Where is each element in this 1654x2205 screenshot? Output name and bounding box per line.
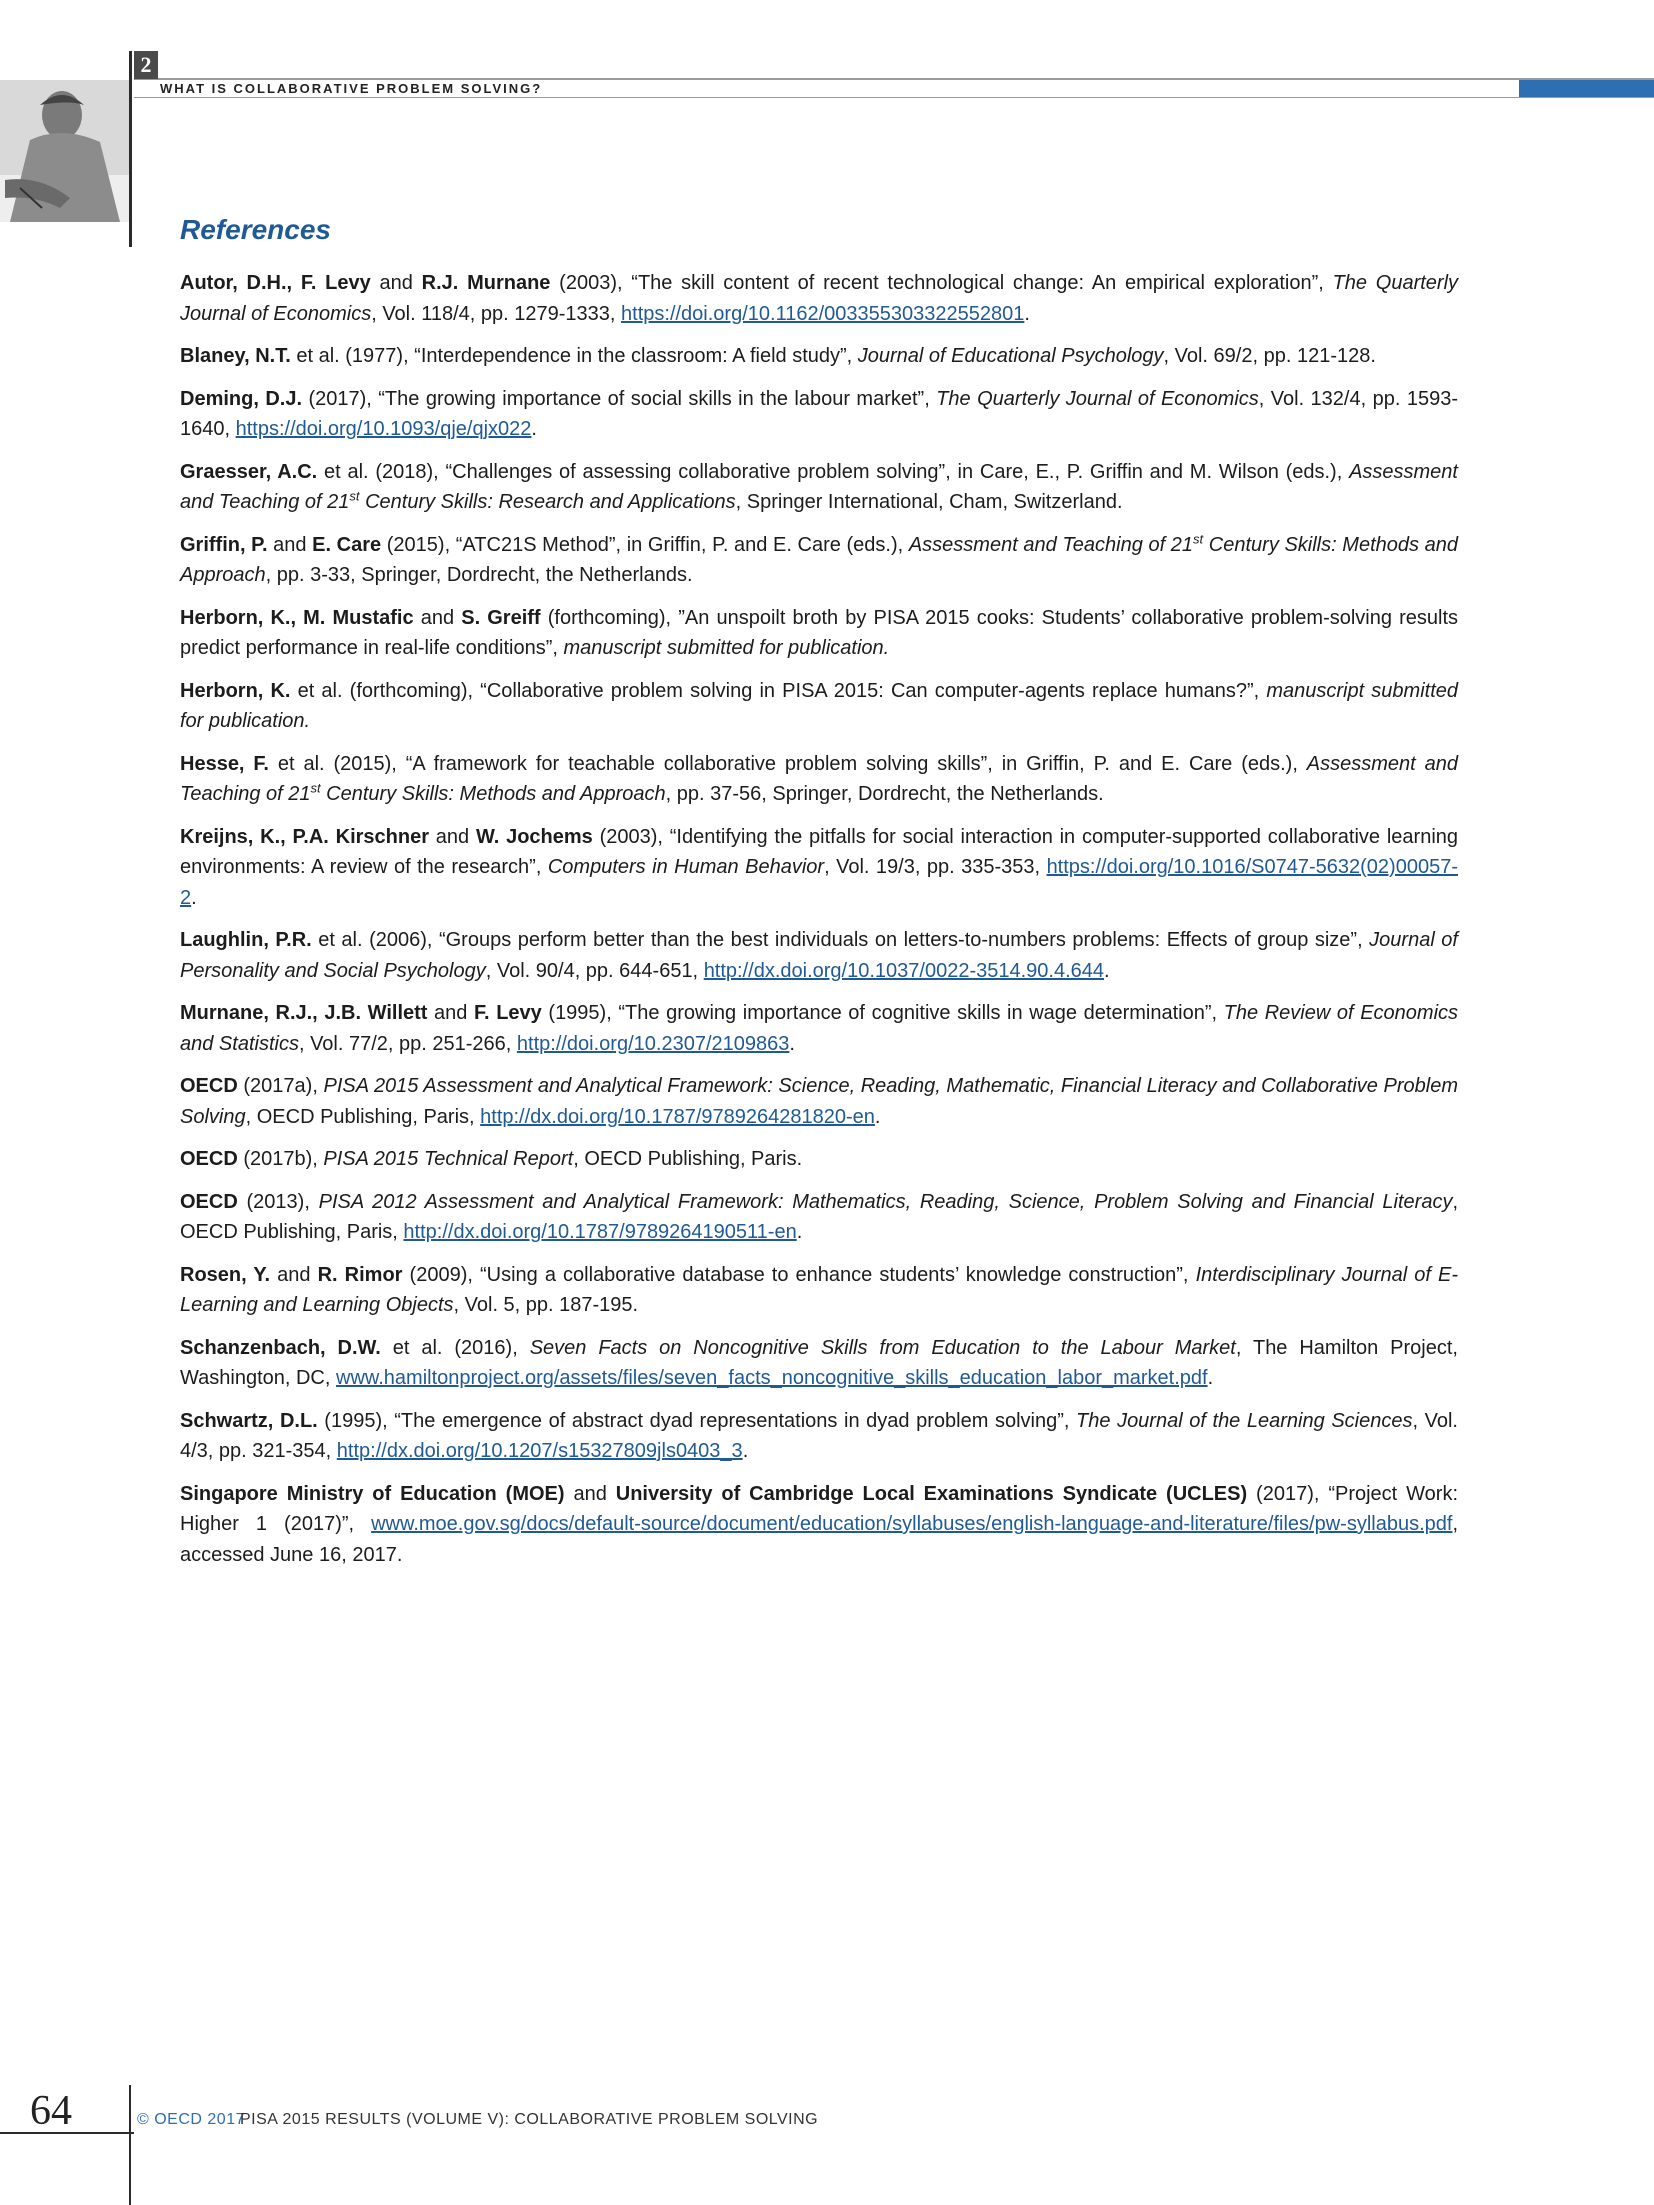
- reference-text: , Vol. 5, pp. 187-195.: [453, 1294, 639, 1316]
- reference-text: and: [370, 272, 422, 294]
- reference-text: , pp. 37-56, Springer, Dordrecht, the Netherlands.: [665, 783, 1104, 805]
- reference-title: Computers in Human Behavior: [547, 856, 825, 878]
- reference-author: Griffin, P.: [180, 533, 268, 556]
- reference-text: , OECD Publishing, Paris,: [245, 1105, 481, 1128]
- header-rule-bottom: [134, 97, 1654, 98]
- reference-text: and: [564, 1482, 616, 1505]
- reference-text: .: [874, 1105, 881, 1128]
- reference-link[interactable]: http://dx.doi.org/10.1207/s15327809jls0403_3: [336, 1440, 743, 1462]
- reference-link[interactable]: http://dx.doi.org/10.1787/9789264281820-en: [480, 1105, 875, 1128]
- reference-entry: [180, 384, 1458, 445]
- reference-author: E. Care: [312, 533, 382, 556]
- reference-text: (1995), “The growing importance of cognitive skills in wage determination”,: [541, 1002, 1224, 1024]
- footer-publication-title: PISA 2015 RESULTS (VOLUME V): COLLABORATIVE PROBLEM SOLVING: [240, 2111, 819, 2128]
- footer-margin-bar: [129, 2085, 131, 2205]
- reference-title: Seven Facts on Noncognitive Skills from Education to the Labour Market: [529, 1336, 1236, 1359]
- reference-text: .: [1207, 1367, 1214, 1389]
- reference-text: .: [1024, 302, 1030, 325]
- reference-text: (2003), “The skill content of recent technological change: An empirical exploration”,: [550, 272, 1333, 294]
- reference-title: The Quarterly Journal of Economics: [936, 387, 1259, 410]
- reference-title: The Journal of the Learning Sciences: [1076, 1409, 1413, 1432]
- superscript: st: [349, 488, 360, 504]
- reference-entry: [180, 603, 1458, 664]
- reference-text: (2015), “ATC21S Method”, in Griffin, P. and E. Care (eds.),: [381, 533, 909, 556]
- reference-text: .: [789, 1032, 795, 1055]
- reference-title: Century Skills: Methods and Approach: [320, 783, 666, 805]
- reference-author: R.J. Murnane: [421, 272, 551, 294]
- section-title: References: [180, 214, 331, 245]
- reference-author: R. Rimor: [317, 1263, 403, 1286]
- reference-link[interactable]: https://doi.org/10.1093/qje/qjx022: [235, 418, 532, 440]
- reference-author: OECD: [180, 1148, 238, 1170]
- reference-text: , accessed June 16, 2017.: [180, 1513, 1458, 1566]
- reference-author: F. Levy: [474, 1002, 542, 1024]
- chapter-number: 2: [134, 51, 158, 79]
- reference-entry: [180, 1260, 1458, 1321]
- reference-text: (2017), “Project Work: Higher 1 (2017)”,: [180, 1482, 1459, 1535]
- reference-author: W. Jochems: [475, 825, 593, 848]
- reference-text: and: [267, 533, 313, 556]
- reference-title: Assessment and Teaching of 21: [908, 533, 1194, 556]
- reference-author: Schanzenbach, D.W.: [180, 1336, 381, 1359]
- reference-author: Singapore Ministry of Education (MOE): [180, 1482, 565, 1505]
- reference-entry: [180, 1071, 1458, 1132]
- reference-text: et al. (2015), “A framework for teachable collaborative problem solving skills”, in Griffin, P. and E. Care (eds.),: [268, 752, 1307, 775]
- reference-text: and: [427, 1002, 475, 1024]
- superscript: st: [1193, 530, 1204, 546]
- reference-text: , Vol. 69/2, pp. 121-128.: [1163, 345, 1376, 367]
- reference-title: manuscript submitted for publication.: [563, 637, 890, 659]
- reference-entry: [180, 998, 1458, 1059]
- reference-entry: [180, 925, 1458, 986]
- reference-author: University of Cambridge Local Examinations Syndicate (UCLES): [615, 1482, 1248, 1505]
- header-accent-bar: [1519, 80, 1654, 97]
- reference-author: Murnane, R.J., J.B. Willett: [180, 1002, 428, 1024]
- reference-link[interactable]: www.hamiltonproject.org/assets/files/seven_facts_noncognitive_skills_education_labor_market.pdf: [336, 1367, 1208, 1389]
- reference-title: Journal of Personality and Social Psychology: [180, 929, 1458, 982]
- reference-text: , pp. 3-33, Springer, Dordrecht, the Netherlands.: [265, 564, 693, 586]
- reference-author: Herborn, K.: [180, 679, 291, 702]
- reference-text: , Vol. 132/4, pp. 1593-1640,: [180, 387, 1458, 440]
- reference-text: (2009), “Using a collaborative database to enhance students’ knowledge construction”,: [402, 1263, 1196, 1286]
- reference-text: , OECD Publishing, Paris.: [573, 1148, 803, 1170]
- reference-entry: [180, 1333, 1458, 1394]
- reference-title: PISA 2015 Assessment and Analytical Framework: Science, Reading, Mathematic, Financial Literacy and Collaborative Problem Solving: [180, 1075, 1458, 1128]
- reference-link[interactable]: https://doi.org/10.1016/S0747-5632(02)00057-2: [180, 856, 1458, 909]
- reference-author: Hesse, F.: [180, 752, 269, 775]
- reference-author: Rosen, Y.: [180, 1263, 271, 1286]
- reference-link[interactable]: https://doi.org/10.1162/003355303322552801: [621, 302, 1025, 325]
- reference-author: Autor, D.H., F. Levy: [180, 272, 371, 294]
- reference-title: The Quarterly Journal of Economics: [180, 272, 1459, 325]
- reference-text: (2017b),: [237, 1148, 324, 1170]
- reference-title: PISA 2015 Technical Report: [323, 1148, 574, 1170]
- reference-author: Graesser, A.C.: [180, 460, 318, 483]
- reference-title: Assessment and Teaching of 21: [180, 752, 1459, 805]
- reference-text: and: [429, 825, 476, 848]
- reference-author: Kreijns, K., P.A. Kirschner: [180, 825, 429, 848]
- reference-entry: [180, 1406, 1458, 1467]
- superscript: st: [310, 780, 321, 796]
- reference-entry: [180, 268, 1458, 329]
- reference-author: Deming, D.J.: [180, 387, 303, 410]
- reference-text: , OECD Publishing, Paris,: [180, 1190, 1459, 1243]
- reference-author: Laughlin, P.R.: [180, 929, 312, 951]
- reference-text: .: [742, 1440, 749, 1462]
- reference-text: (2017a),: [237, 1075, 324, 1097]
- reference-link[interactable]: http://doi.org/10.2307/2109863: [516, 1032, 790, 1055]
- reference-link[interactable]: http://dx.doi.org/10.1037/0022-3514.90.4.644: [703, 959, 1105, 982]
- reference-entry: [180, 1479, 1458, 1571]
- chapter-photo: [0, 80, 130, 222]
- reference-text: and: [413, 606, 462, 629]
- reference-title: The Review of Economics and Statistics: [180, 1002, 1459, 1055]
- reference-entry: [180, 749, 1458, 810]
- reference-text: .: [191, 886, 197, 909]
- reference-entry: [180, 530, 1458, 591]
- reference-entry: [180, 822, 1458, 914]
- reference-title: manuscript submitted for publication.: [180, 679, 1459, 732]
- reference-title: Century Skills: Methods and Approach: [180, 533, 1459, 586]
- reference-text: (2003), “Identifying the pitfalls for social interaction in computer-supported collaborative learning environments: A review of the research”,: [180, 825, 1459, 878]
- reference-entry: [180, 676, 1458, 737]
- reference-text: .: [531, 418, 537, 440]
- reference-title: Interdisciplinary Journal of E-Learning and Learning Objects: [180, 1263, 1459, 1316]
- reference-author: Blaney, N.T.: [180, 345, 291, 367]
- reference-author: Herborn, K., M. Mustafic: [180, 606, 414, 629]
- reference-entry: [180, 1187, 1458, 1248]
- reference-text: , Vol. 90/4, pp. 644-651,: [485, 959, 704, 982]
- reference-text: (forthcoming), ”An unspoilt broth by PISA 2015 cooks: Students’ collaborative problem-solving results predict performance in real-life conditions”,: [180, 606, 1459, 659]
- reference-text: (2017), “The growing importance of social skills in the labour market”,: [302, 387, 937, 410]
- reference-text: et al. (1977), “Interdependence in the classroom: A field study”,: [290, 345, 858, 367]
- reference-text: , Vol. 118/4, pp. 1279-1333,: [371, 302, 622, 325]
- reference-title: Century Skills: Research and Applications: [359, 491, 736, 513]
- reference-text: (1995), “The emergence of abstract dyad representations in dyad problem solving”,: [317, 1409, 1077, 1432]
- reference-link[interactable]: www.moe.gov.sg/docs/default-source/document/education/syllabuses/english-language-and-literature/files/pw-syllabus.pdf: [371, 1513, 1453, 1535]
- reference-text: et al. (2016),: [380, 1336, 530, 1359]
- chapter-title: WHAT IS COLLABORATIVE PROBLEM SOLVING?: [160, 81, 543, 96]
- reference-entry: [180, 457, 1458, 518]
- reference-author: OECD: [180, 1190, 238, 1213]
- reference-title: PISA 2012 Assessment and Analytical Framework: Mathematics, Reading, Science, Problem Solving and Financial Literacy: [318, 1190, 1453, 1213]
- reference-text: et al. (2006), “Groups perform better than the best individuals on letters-to-numbers problems: Effects of group size”,: [311, 929, 1370, 951]
- reference-text: (2013),: [237, 1190, 319, 1213]
- footer-copyright: © OECD 2017: [137, 2111, 245, 2128]
- reference-author: OECD: [180, 1075, 238, 1097]
- reference-entry: [180, 341, 1458, 372]
- reference-text: , Vol. 19/3, pp. 335-353,: [824, 856, 1047, 878]
- reference-text: et al. (forthcoming), “Collaborative problem solving in PISA 2015: Can computer-agents replace humans?”,: [290, 679, 1267, 702]
- reference-text: , Springer International, Cham, Switzerland.: [735, 491, 1123, 513]
- margin-bar: [129, 51, 132, 247]
- reference-author: S. Greiff: [461, 606, 541, 629]
- reference-text: .: [1104, 959, 1110, 982]
- reference-text: et al. (2018), “Challenges of assessing collaborative problem solving”, in Care, E., P. Griffin and M. Wilson (eds.),: [317, 460, 1350, 483]
- page-number: 64: [30, 2088, 72, 2134]
- header-rule-top: [134, 78, 1654, 80]
- reference-text: , The Hamilton Project, Washington, DC,: [180, 1336, 1458, 1389]
- reference-text: , Vol. 4/3, pp. 321-354,: [180, 1409, 1458, 1462]
- reference-author: Schwartz, D.L.: [180, 1409, 318, 1432]
- reference-title: Journal of Educational Psychology: [857, 345, 1164, 367]
- reference-entry: [180, 1144, 1458, 1175]
- reference-title: Assessment and Teaching of 21: [180, 460, 1458, 513]
- reference-text: , Vol. 77/2, pp. 251-266,: [298, 1032, 517, 1055]
- reference-text: .: [796, 1221, 803, 1243]
- reference-link[interactable]: http://dx.doi.org/10.1787/9789264190511-en: [403, 1221, 797, 1243]
- reference-list: [180, 268, 1458, 1582]
- reference-text: and: [270, 1263, 318, 1286]
